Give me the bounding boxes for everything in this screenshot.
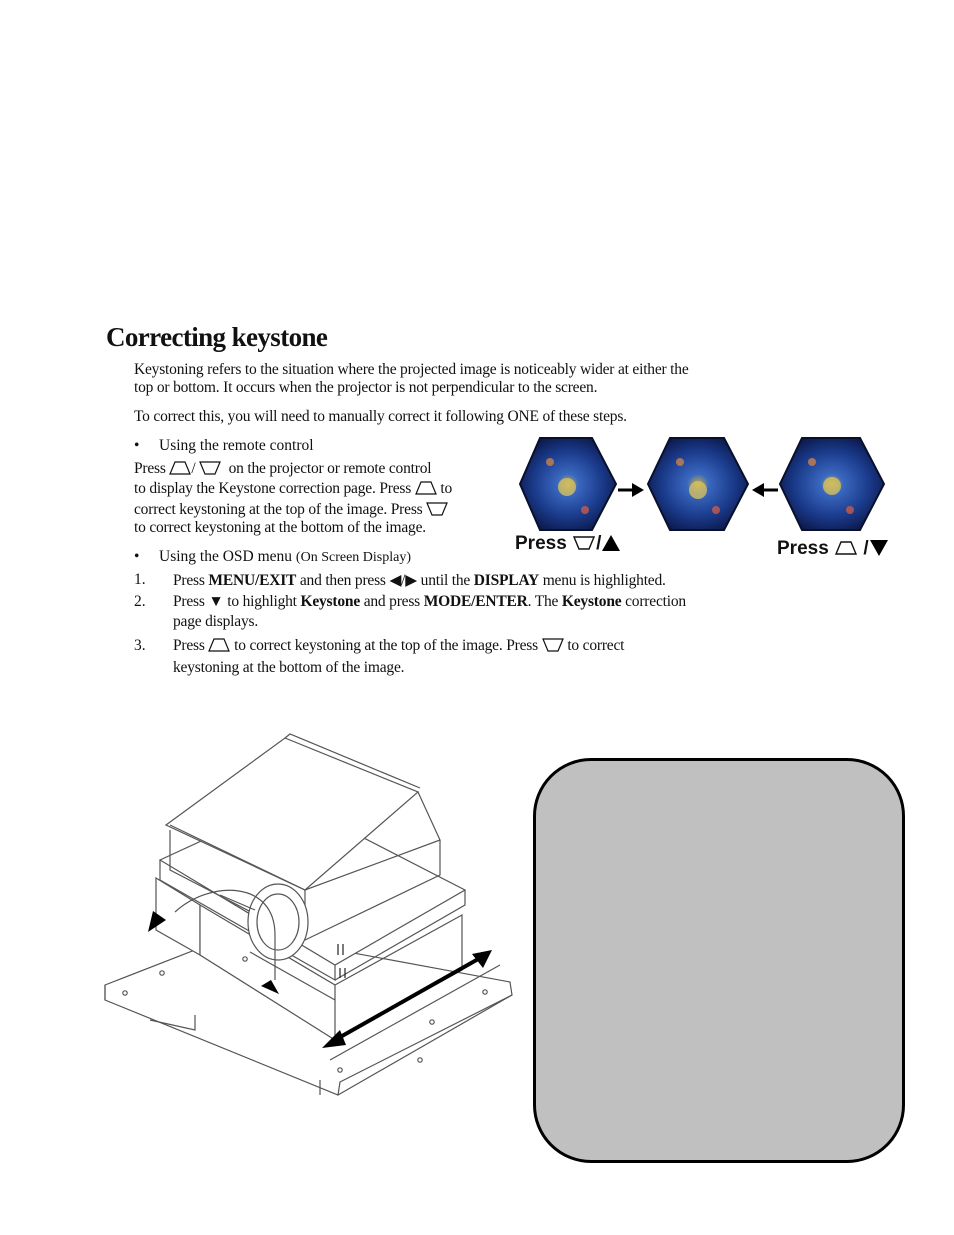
remote-line-3: [134, 501, 448, 519]
left-right-arrows-icon: ◀/▶: [389, 572, 417, 589]
step-3: [173, 637, 624, 655]
intro-line-2: top or bottom. It occurs when the projector is not perpendicular to the screen.: [134, 379, 598, 396]
step-1-text-c: menu is highlighted.: [542, 572, 666, 589]
triangle-up-icon: [601, 534, 621, 552]
intro-line-3: To correct this, you will need to manually correct it following ONE of these steps.: [134, 408, 627, 425]
step-2-text-b: and press: [363, 593, 420, 610]
remote-l2-text: to display the Keystone correction page. Press: [134, 480, 412, 497]
keystone-up-icon: [834, 539, 858, 557]
step-2-text-d: correction: [625, 593, 686, 610]
step-3-press: Press: [173, 637, 205, 654]
remote-bullet-item: [134, 437, 314, 455]
remote-line-1: [134, 460, 431, 478]
osd-heading-paren: (On Screen Display): [295, 550, 411, 565]
mode-enter-key: MODE/ENTER: [423, 593, 528, 610]
osd-bullet-item: [134, 548, 411, 566]
press-left-sep: /: [596, 533, 602, 554]
keystone-down-icon: [542, 637, 564, 653]
step-1-text-b: until the: [420, 572, 471, 589]
remote-l1-press: Press: [134, 460, 166, 477]
intro-line-1: Keystoning refers to the situation where the projected image is noticeably wider at either the: [134, 361, 689, 378]
note-panel: [533, 758, 905, 1163]
keystone-up-icon: [208, 637, 230, 653]
osd-heading: Using the OSD menu: [159, 548, 293, 565]
keystone-up-icon: [169, 460, 191, 476]
press-label-left: [515, 533, 621, 555]
hex-image-left: [520, 438, 616, 530]
menu-exit-key: MENU/EXIT: [208, 572, 297, 589]
display-menu-name: DISPLAY: [473, 572, 540, 589]
remote-l2-to: to: [440, 480, 453, 497]
press-right-sep: /: [863, 538, 869, 559]
press-label-right: [777, 538, 889, 560]
page-title: Correcting keystone: [106, 322, 328, 352]
keystone-down-icon: [572, 534, 596, 552]
remote-heading: Using the remote control: [159, 437, 314, 454]
step-3-text-b: to correct: [567, 637, 625, 654]
remote-l3-text: correct keystoning at the top of the image. Press: [134, 501, 423, 518]
step-2: [173, 593, 686, 611]
bullet-dot: •: [134, 548, 140, 565]
step-1-press: Press: [173, 572, 205, 589]
step-3-cont: keystoning at the bottom of the image.: [173, 659, 405, 676]
step-2-cont: page displays.: [173, 613, 259, 630]
step-1-text-a: and then press: [299, 572, 386, 589]
keystone-item-name: Keystone: [561, 593, 622, 610]
step-1: [173, 571, 666, 590]
arrow-right-icon: [618, 483, 644, 497]
bullet-dot: •: [134, 437, 140, 454]
step-3-text-a: to correct keystoning at the top of the image. Press: [234, 637, 538, 654]
step-2-text-c: . The: [527, 593, 559, 610]
hex-image-right: [780, 438, 884, 530]
keystone-up-icon: [415, 480, 437, 496]
step-1-number: 1.: [134, 571, 146, 588]
remote-line-2: [134, 480, 452, 498]
hex-image-center: [648, 438, 748, 530]
down-arrow-icon: ▼: [208, 593, 224, 610]
remote-l1-sep: /: [191, 460, 196, 477]
triangle-down-icon: [869, 539, 889, 557]
keystone-down-icon: [199, 460, 221, 476]
press-left-text: Press: [515, 533, 567, 554]
step-2-number: 2.: [134, 593, 146, 610]
press-right-text: Press: [777, 538, 829, 559]
step-3-number: 3.: [134, 637, 146, 654]
keystone-item-name: Keystone: [300, 593, 360, 610]
remote-line-4: to correct keystoning at the bottom of the image.: [134, 519, 426, 536]
keystone-down-icon: [426, 501, 448, 517]
arrow-left-icon: [752, 483, 778, 497]
step-2-text-a: to highlight: [227, 593, 297, 610]
step-2-press: Press: [173, 593, 205, 610]
projector-mount-illustration: [100, 730, 530, 1100]
remote-l1-text: on the projector or remote control: [228, 460, 432, 477]
